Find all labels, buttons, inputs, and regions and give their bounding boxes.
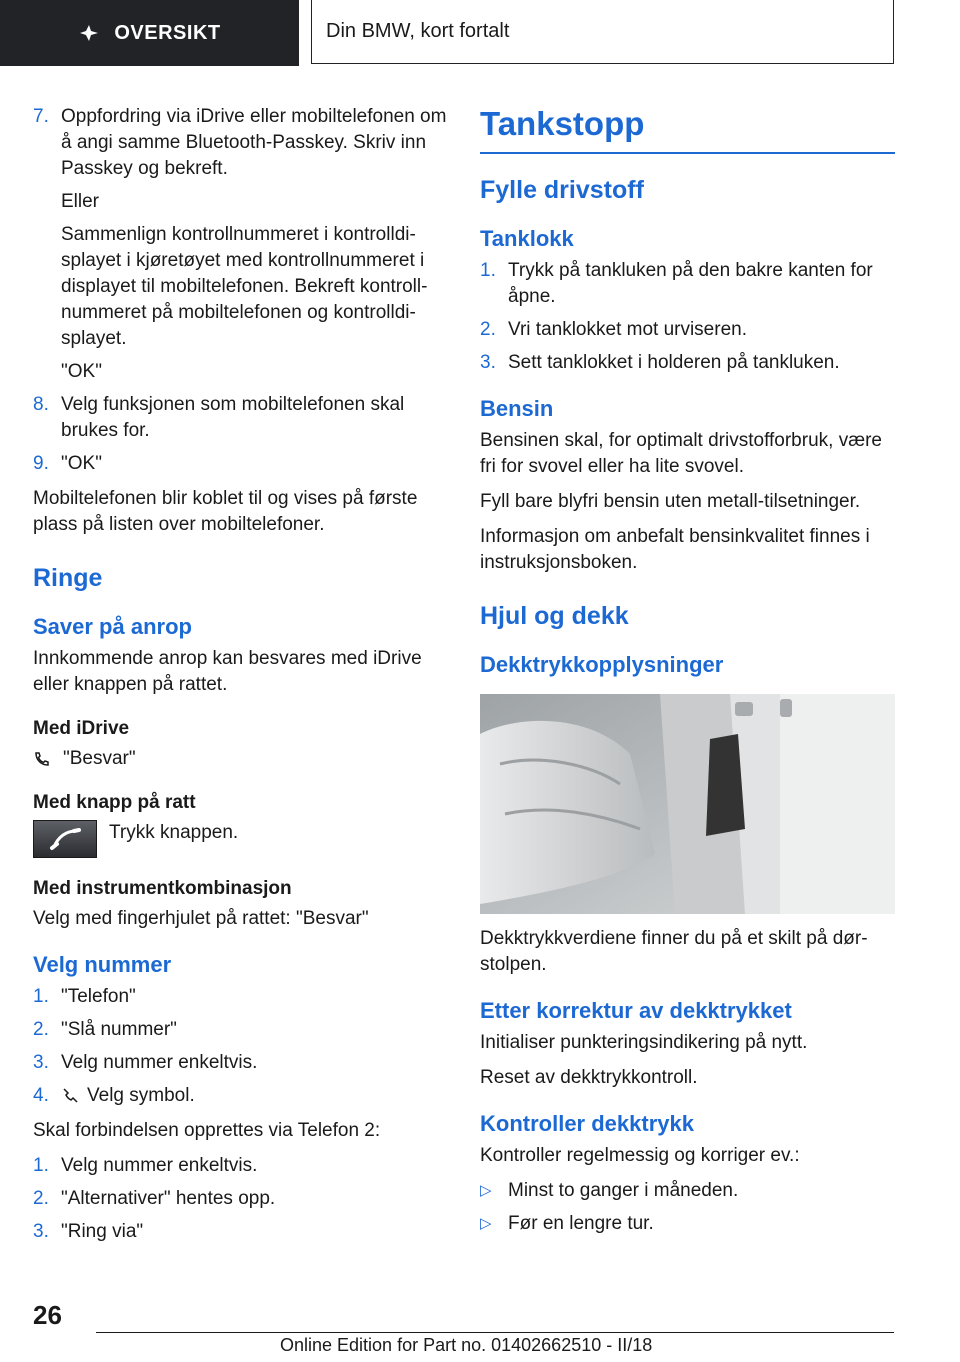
bensin-text: Informasjon om anbefalt bensinkvalitet finnes i instruksjonsboken. xyxy=(480,526,870,573)
nummer-steps xyxy=(33,984,447,1109)
telefon2-steps xyxy=(33,1153,447,1245)
idrive-heading: Med iDrive xyxy=(33,718,130,739)
overview-tab-label: OVERSIKT xyxy=(114,21,221,44)
list-item: 7. Oppfordring via iDrive eller mobiltelefonen om å angi samme Bluetooth-Passkey. Skriv inn Passkey og bekreft. Eller Sammenlign kontrollnummeret i kontrolldisplayet i kjøretøyet med kontrollnummeret i displayet til mobiltelefonen. Bekreft kontrollnummeret på mobiltelefonen og kontrolldisplayet. "OK" xyxy=(33,104,447,385)
instr-text: Velg med fingerhjulet på rattet: "Besvar" xyxy=(33,908,369,929)
pairing-steps xyxy=(33,104,447,477)
kontroller-text: Kontroller regelmessig og korriger ev.: xyxy=(480,1145,800,1166)
bullet-text: Minst to ganger i måneden. xyxy=(508,1180,739,1201)
instr-heading: Med instrumentkombinasjon xyxy=(33,878,292,899)
phone-symbol-icon xyxy=(61,1087,79,1103)
list-item: 2. Vri tanklokket mot urviseren. xyxy=(480,319,747,340)
knapp-line xyxy=(33,820,447,858)
etter-text: Reset av dekktrykkontroll. xyxy=(480,1067,698,1088)
saver-text: Innkommende anrop kan besvares med iDrive eller knappen på rattet. xyxy=(33,648,422,695)
list-item: 9. "OK" xyxy=(33,451,447,477)
star-icon xyxy=(78,24,100,42)
list-item: 3. Sett tanklokket i holderen på tankluken. xyxy=(480,352,840,373)
page-header xyxy=(0,0,960,66)
saver-heading: Saver på anrop xyxy=(33,614,192,639)
left-column xyxy=(33,104,447,1254)
pair-result-text: Mobiltelefonen blir koblet til og vises på første plass på listen over mobiltelefoner. xyxy=(33,488,418,535)
triangle-bullet-icon: ▷ xyxy=(480,1182,492,1199)
step-text: Trykk på tankluken på den bakre kanten for åpne. xyxy=(508,260,873,307)
tanklokk-heading: Tanklokk xyxy=(480,226,574,251)
triangle-bullet-icon: ▷ xyxy=(480,1215,492,1232)
list-item xyxy=(480,1178,895,1204)
door-pillar-photo xyxy=(480,694,895,914)
hjul-heading: Hjul og dekk xyxy=(480,602,629,630)
list-item: 2. "Alternativer" hentes opp. xyxy=(33,1188,276,1209)
fylle-heading: Fylle drivstoff xyxy=(480,176,644,204)
step-text: Oppfordring via iDrive eller mobiltelefonen om å angi samme Bluetooth-Passkey. Skriv inn Passkey og bekreft. xyxy=(61,106,447,179)
step-text: Vri tanklokket mot urviseren. xyxy=(508,319,747,340)
step-text: "OK" xyxy=(61,361,102,382)
step-text: Velg funksjonen som mobiltelefonen skal brukes for. xyxy=(61,394,405,441)
ringe-heading: Ringe xyxy=(33,564,103,592)
list-item: 1. Trykk på tankluken på den bakre kanten for åpne. xyxy=(480,260,873,307)
step-text: Velg nummer enkeltvis. xyxy=(61,1052,258,1073)
phone-handset-icon xyxy=(33,750,51,768)
list-item: 1. "Telefon" xyxy=(33,986,136,1007)
etter-heading: Etter korrektur av dekktrykket xyxy=(480,998,792,1023)
idrive-line xyxy=(33,746,447,772)
step-text: "Alternativer" hentes opp. xyxy=(61,1188,276,1209)
footer-divider xyxy=(96,1332,894,1333)
bullet-text: Før en lengre tur. xyxy=(508,1213,654,1234)
section-title: Din BMW, kort fortalt xyxy=(326,20,510,42)
dekk-heading: Dekktrykkopplysninger xyxy=(480,652,724,677)
tanklokk-steps xyxy=(480,258,895,376)
steering-phone-button-icon xyxy=(33,820,97,858)
step-text: Sett tanklokket i holderen på tankluken. xyxy=(508,352,840,373)
knapp-heading: Med knapp på ratt xyxy=(33,792,196,813)
bensin-heading: Bensin xyxy=(480,396,554,421)
section-title-box xyxy=(311,0,894,64)
list-item: 3. Velg nummer enkeltvis. xyxy=(33,1052,258,1073)
step-text: "Telefon" xyxy=(61,986,136,1007)
right-column xyxy=(480,104,895,1244)
list-item: 1. Velg nummer enkeltvis. xyxy=(33,1155,258,1176)
dekk-text: Dekktrykkverdiene finner du på et skilt på dørstolpen. xyxy=(480,928,868,975)
step-text: "OK" xyxy=(61,453,102,474)
list-item: 2. "Slå nummer" xyxy=(33,1019,177,1040)
tankstopp-title: Tankstopp xyxy=(480,104,895,154)
kontroller-bullets xyxy=(480,1178,895,1237)
bensin-text: Fyll bare blyfri bensin uten metall-tilsetninger. xyxy=(480,491,861,512)
etter-text: Initialiser punkteringsindikering på nytt. xyxy=(480,1032,808,1053)
list-item xyxy=(480,1211,895,1237)
step-text: Sammenlign kontrollnummeret i kontrolldisplayet i kjøretøyet med kontrollnummeret i displayet til mobiltelefonen. Bekreft kontrollnummeret på mobiltelefonen og kontrolldisplayet. xyxy=(61,224,428,349)
telefon2-text: Skal forbindelsen opprettes via Telefon 2: xyxy=(33,1120,381,1141)
nummer-heading: Velg nummer xyxy=(33,952,172,977)
footer-edition: Online Edition for Part no. 01402662510 - II/18 xyxy=(280,1335,653,1355)
step-text: Eller xyxy=(61,191,100,212)
list-item: 4. Velg symbol. xyxy=(33,1085,195,1106)
bensin-text: Bensinen skal, for optimalt drivstofforbruk, være fri for svovel eller ha lite svovel. xyxy=(480,430,882,477)
kontroller-heading: Kontroller dekktrykk xyxy=(480,1111,694,1136)
idrive-text: "Besvar" xyxy=(63,748,136,769)
step-text: "Ring via" xyxy=(61,1221,144,1242)
overview-tab[interactable] xyxy=(0,0,299,66)
step-text: "Slå nummer" xyxy=(61,1019,177,1040)
step-text: Velg nummer enkeltvis. xyxy=(61,1155,258,1176)
page-number: 26 xyxy=(33,1300,62,1330)
list-item: 3. "Ring via" xyxy=(33,1221,144,1242)
list-item: 8. Velg funksjonen som mobiltelefonen skal brukes for. xyxy=(33,392,447,444)
knapp-text: Trykk knappen. xyxy=(109,822,239,843)
step-text: Velg symbol. xyxy=(87,1085,195,1106)
